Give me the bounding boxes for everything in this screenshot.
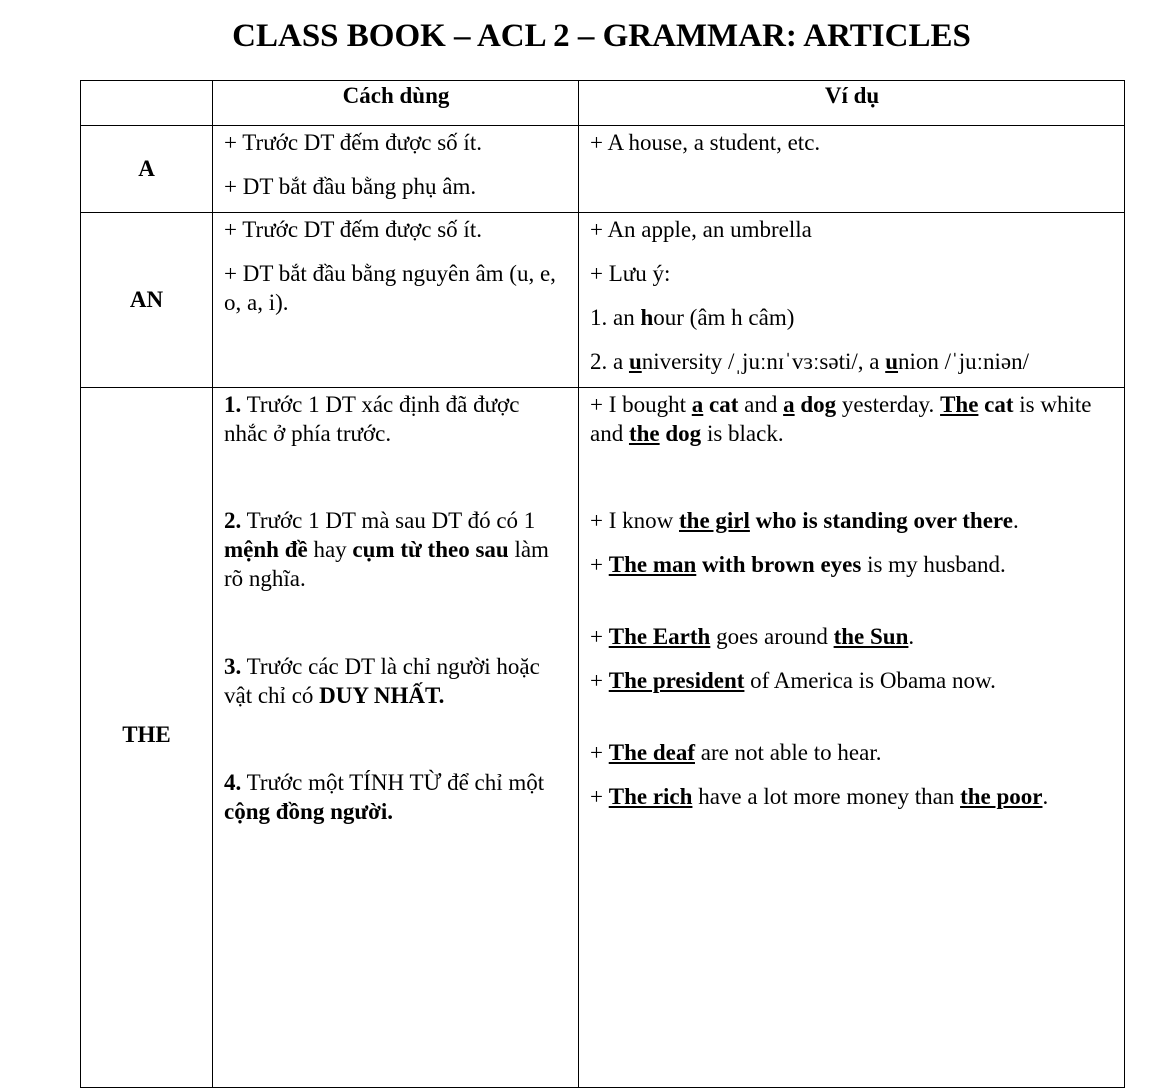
spacer — [224, 593, 568, 652]
text-run: The — [940, 392, 979, 417]
text-run: + — [590, 668, 609, 693]
row-an-example — [579, 213, 1125, 388]
text-run: Trước 1 DT xác định đã được nhắc ở phía trước. — [224, 392, 520, 446]
row-a-usage — [213, 126, 579, 213]
spacer — [590, 579, 1114, 622]
text-run: 2. a — [590, 349, 629, 374]
the-usage-1 — [224, 390, 568, 448]
text-run: The man — [608, 552, 697, 577]
spacer — [224, 710, 568, 768]
text-run: the — [628, 421, 660, 446]
text-run: + — [590, 624, 609, 649]
text-run: 2. — [224, 508, 242, 533]
text-run: Trước 1 DT mà sau DT đó có 1 — [241, 508, 536, 533]
row-an-usage-line: + Trước DT đếm được số ít. — [224, 217, 482, 242]
page-title: CLASS BOOK – ACL 2 – GRAMMAR: ARTICLES — [232, 18, 971, 54]
row-an-example-line: + Lưu ý: — [590, 261, 671, 286]
text-run: dog — [794, 392, 837, 417]
text-run: + — [590, 552, 609, 577]
silent-h-letter: h — [640, 305, 654, 330]
header-row — [81, 81, 1125, 126]
text-run: 3. — [224, 654, 242, 679]
row-the-label: THE — [81, 388, 213, 1088]
text-run: the girl — [679, 508, 750, 533]
row-a-label: A — [81, 126, 213, 213]
header-usage: Cách dùng — [213, 81, 579, 126]
text-run: + — [590, 740, 609, 765]
row-a-example — [579, 126, 1125, 213]
text-run: the poor — [960, 784, 1043, 809]
text-run: cụm từ theo sau — [352, 537, 509, 562]
text-run: The deaf — [608, 740, 695, 765]
header-example: Ví dụ — [579, 81, 1125, 126]
row-a-usage-line: + DT bắt đầu bằng phụ âm. — [224, 174, 477, 199]
row-the — [81, 388, 1125, 1088]
spacer — [590, 448, 1114, 506]
text-run: 4. — [224, 770, 242, 795]
underlined-letter: u — [885, 349, 899, 374]
bold-run — [885, 349, 898, 374]
row-a-usage-line: + Trước DT đếm được số ít. — [224, 130, 482, 155]
text-run: cộng đồng người. — [224, 799, 394, 824]
bold-run — [629, 349, 642, 374]
text-run: cat — [703, 392, 739, 417]
text-run: . — [1012, 508, 1019, 533]
text-run: is my husband. — [861, 552, 1006, 577]
text-run: làm rõ nghĩa. — [224, 537, 549, 591]
text-run: The Earth — [608, 624, 711, 649]
row-an — [81, 213, 1125, 388]
the-example-2 — [590, 506, 1114, 535]
the-example-6 — [590, 738, 1114, 767]
the-example-1 — [590, 390, 1114, 448]
text-run: is white and — [590, 392, 1092, 446]
text-run: a — [783, 392, 795, 417]
text-run: the Sun — [833, 624, 909, 649]
text-run: hay — [307, 537, 353, 562]
text-run: cat — [978, 392, 1014, 417]
text-run: The president — [608, 668, 745, 693]
text-run: Trước các DT là chỉ người hoặc vật chỉ có — [224, 654, 540, 708]
text-run: and — [738, 392, 784, 417]
text-run: yesterday. — [836, 392, 941, 417]
text-run: 1. — [224, 392, 242, 417]
text-run: + I know — [590, 508, 679, 533]
text-run: goes around — [710, 624, 834, 649]
the-example-7 — [590, 782, 1114, 811]
text-run: is black. — [701, 421, 784, 446]
text-run: are not able to hear. — [694, 740, 882, 765]
row-an-example-line — [590, 347, 1114, 376]
row-a-example-line: + A house, a student, etc. — [590, 130, 821, 155]
the-usage-2 — [224, 506, 568, 593]
row-the-example — [579, 388, 1125, 1088]
text-run: mệnh đề — [224, 537, 308, 562]
text-run: who is standing over there — [749, 508, 1013, 533]
spacer — [590, 695, 1114, 738]
text-run: 1. an — [590, 305, 641, 330]
text-run: of America is Obama now. — [744, 668, 996, 693]
the-usage-4 — [224, 768, 568, 826]
text-run: have a lot more money than — [692, 784, 961, 809]
row-an-usage — [213, 213, 579, 388]
text-run: . — [1042, 784, 1049, 809]
text-run: + — [590, 784, 609, 809]
text-run: DUY NHẤT. — [319, 683, 445, 708]
text-run: niversity /ˌjuːnɪˈvɜːsəti/, a — [641, 349, 886, 374]
text-run: with brown eyes — [696, 552, 862, 577]
text-run: + I bought — [590, 392, 692, 417]
text-run: The rich — [608, 784, 693, 809]
text-run: a — [691, 392, 704, 417]
row-the-usage — [213, 388, 579, 1088]
row-a — [81, 126, 1125, 213]
header-empty-cell — [81, 81, 213, 126]
text-run: . — [908, 624, 915, 649]
the-example-3 — [590, 550, 1114, 579]
row-an-usage-line: + DT bắt đầu bằng nguyên âm (u, e, o, a, i). — [224, 261, 556, 315]
text-run: nion /ˈjuːniən/ — [898, 349, 1029, 374]
spacer — [224, 448, 568, 506]
row-an-example-line: + An apple, an umbrella — [590, 217, 812, 242]
row-an-example-line — [590, 303, 1114, 332]
the-usage-3 — [224, 652, 568, 710]
text-run: our (âm h câm) — [653, 305, 795, 330]
row-an-label: AN — [81, 213, 213, 388]
underlined-letter: u — [628, 349, 642, 374]
text-run: dog — [659, 421, 702, 446]
text-run: Trước một TÍNH TỪ để chỉ một — [241, 770, 545, 795]
articles-table — [80, 80, 1125, 1088]
the-example-5 — [590, 666, 1114, 695]
the-example-4 — [590, 622, 1114, 651]
